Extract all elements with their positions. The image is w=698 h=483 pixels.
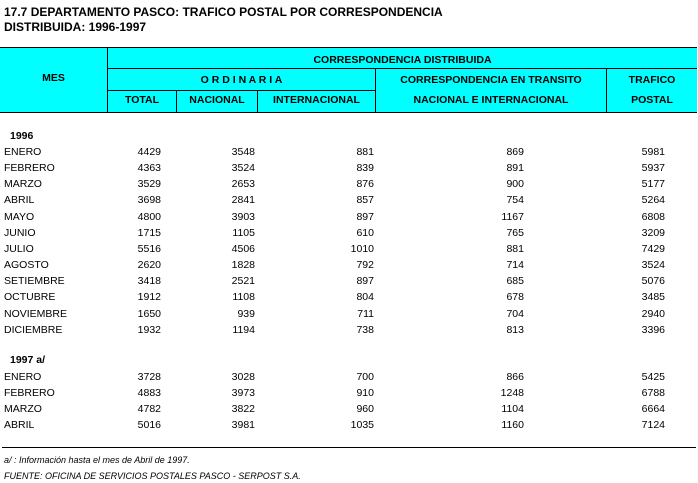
cell-trafico: 6788 — [641, 387, 665, 400]
cell-transito: 678 — [506, 291, 524, 304]
cell-trafico: 3396 — [641, 323, 665, 336]
cell-mes: JUNIO — [4, 226, 36, 239]
table-row — [0, 241, 697, 257]
cell-mes: OCTUBRE — [4, 291, 56, 304]
header-postal: POSTAL — [631, 94, 673, 106]
table-row — [0, 273, 697, 289]
cell-internacional: 711 — [357, 307, 374, 320]
header-correspondencia-distribuida: CORRESPONDENCIA DISTRIBUIDA — [313, 54, 492, 66]
table-subtitle: DISTRIBUIDA: 1996-1997 — [4, 20, 147, 34]
cell-internacional: 857 — [356, 194, 374, 207]
cell-mes: JULIO — [4, 242, 34, 255]
cell-mes: ENERO — [4, 371, 42, 383]
cell-nacional: 3822 — [231, 403, 255, 416]
cell-transito: 1248 — [500, 387, 524, 400]
table-row — [0, 257, 697, 273]
cell-nacional: 1108 — [232, 291, 255, 304]
cell-total: 3698 — [137, 194, 161, 207]
cell-transito: 704 — [506, 307, 524, 320]
cell-internacional: 738 — [356, 323, 374, 336]
cell-trafico: 5425 — [641, 371, 665, 383]
cell-transito: 869 — [506, 146, 524, 158]
cell-total: 3529 — [137, 178, 161, 191]
table-row — [0, 160, 697, 176]
cell-mes: MAYO — [4, 210, 35, 223]
cell-nacional: 3524 — [231, 162, 255, 175]
cell-internacional: 610 — [356, 226, 374, 239]
cell-internacional: 910 — [356, 387, 374, 400]
cell-total: 1650 — [137, 307, 161, 320]
cell-internacional: 1035 — [350, 419, 374, 432]
cell-nacional: 1828 — [231, 259, 255, 272]
cell-mes: FEBRERO — [4, 387, 55, 400]
cell-total: 4363 — [137, 162, 161, 175]
cell-internacional: 700 — [356, 371, 374, 383]
cell-nacional: 3548 — [231, 146, 255, 158]
cell-trafico: 5177 — [641, 178, 665, 191]
cell-transito: 891 — [506, 162, 524, 175]
cell-total: 4429 — [137, 146, 161, 158]
footnote: a/ : Información hasta el mes de Abril de 1997. — [4, 455, 190, 465]
cell-trafico: 5937 — [641, 162, 665, 175]
cell-internacional: 897 — [356, 210, 374, 223]
cell-total: 1932 — [137, 323, 161, 336]
cell-trafico: 3485 — [641, 291, 665, 304]
cell-trafico: 7124 — [641, 419, 665, 432]
cell-nacional: 1194 — [232, 323, 255, 336]
cell-internacional: 876 — [356, 178, 374, 191]
header-trafico: TRAFICO — [628, 74, 676, 86]
cell-total: 4782 — [137, 403, 161, 416]
cell-mes: MARZO — [4, 178, 42, 191]
cell-total: 5016 — [137, 419, 161, 432]
cell-transito: 900 — [506, 178, 524, 191]
cell-trafico: 6664 — [641, 403, 665, 416]
cell-mes: ENERO — [4, 146, 42, 158]
cell-total: 4883 — [137, 387, 161, 400]
header-mes: MES — [42, 72, 65, 84]
cell-transito: 881 — [506, 242, 524, 255]
cell-nacional: 3973 — [231, 387, 255, 400]
table-row — [0, 144, 697, 160]
cell-trafico: 5076 — [641, 275, 665, 288]
cell-internacional: 1010 — [350, 242, 374, 255]
table-header — [0, 47, 697, 113]
table-row — [0, 192, 697, 208]
table-row — [0, 289, 697, 305]
table-row — [0, 385, 697, 401]
table-row — [0, 209, 697, 225]
cell-transito: 754 — [506, 194, 524, 207]
cell-transito: 1160 — [501, 419, 524, 432]
cell-transito: 1167 — [501, 210, 524, 223]
header-ordinaria: O R D I N A R I A — [200, 74, 283, 86]
cell-mes: NOVIEMBRE — [4, 307, 68, 320]
cell-mes: ABRIL — [4, 419, 35, 432]
table-row — [0, 176, 697, 192]
header-internacional: INTERNACIONAL — [273, 94, 360, 106]
cell-internacional: 897 — [356, 275, 374, 288]
cell-nacional: 3981 — [231, 419, 255, 432]
table-row — [0, 306, 697, 322]
cell-total: 3418 — [137, 275, 161, 288]
cell-mes: DICIEMBRE — [4, 323, 63, 336]
cell-transito: 866 — [506, 371, 524, 383]
header-nacional: NACIONAL — [189, 94, 245, 106]
year-label: 1996 — [10, 130, 34, 142]
cell-trafico: 7429 — [641, 242, 665, 255]
cell-mes: AGOSTO — [4, 259, 49, 272]
cell-nacional: 2653 — [231, 178, 255, 191]
cell-trafico: 2940 — [641, 307, 665, 320]
cell-internacional: 960 — [356, 403, 374, 416]
cell-internacional: 804 — [356, 291, 374, 304]
cell-mes: MARZO — [4, 403, 42, 416]
table-row — [0, 401, 697, 417]
footer-divider — [2, 447, 696, 448]
table-row — [0, 369, 697, 385]
table-row — [0, 225, 697, 241]
cell-internacional: 881 — [356, 146, 374, 158]
cell-nacional: 2841 — [231, 194, 255, 207]
cell-internacional: 839 — [356, 162, 374, 175]
cell-total: 3728 — [137, 371, 161, 383]
cell-transito: 1104 — [501, 403, 524, 416]
header-total: TOTAL — [124, 94, 160, 106]
cell-transito: 813 — [506, 323, 524, 336]
cell-internacional: 792 — [356, 259, 374, 272]
cell-transito: 714 — [506, 259, 524, 272]
cell-trafico: 5981 — [641, 146, 665, 158]
cell-total: 1912 — [137, 291, 161, 304]
header-transito: CORRESPONDENCIA EN TRANSITO — [400, 74, 582, 86]
cell-trafico: 6808 — [641, 210, 665, 223]
cell-nacional: 939 — [237, 307, 255, 320]
cell-nacional: 2521 — [231, 275, 255, 288]
table-row — [0, 322, 697, 338]
table-row — [0, 417, 697, 433]
table-title: 17.7 DEPARTAMENTO PASCO: TRAFICO POSTAL POR CORRESPONDENCIA — [4, 5, 443, 19]
header-nacional-e-internacional: NACIONAL E INTERNACIONAL — [413, 94, 569, 106]
cell-nacional: 4506 — [231, 242, 255, 255]
cell-mes: ABRIL — [4, 194, 35, 207]
cell-trafico: 3524 — [641, 259, 665, 272]
cell-nacional: 3903 — [231, 210, 255, 223]
year-label: 1997 a/ — [10, 354, 46, 366]
cell-trafico: 3209 — [641, 226, 665, 239]
cell-mes: FEBRERO — [4, 162, 55, 175]
cell-nacional: 1105 — [232, 226, 255, 239]
cell-nacional: 3028 — [231, 371, 255, 383]
cell-trafico: 5264 — [641, 194, 665, 207]
cell-total: 4800 — [137, 210, 161, 223]
cell-total: 1715 — [137, 226, 161, 239]
cell-total: 5516 — [137, 242, 161, 255]
source-note: FUENTE: OFICINA DE SERVICIOS POSTALES PASCO - SERPOST S.A. — [4, 471, 301, 481]
cell-transito: 685 — [506, 275, 524, 288]
cell-total: 2620 — [137, 259, 161, 272]
cell-transito: 765 — [506, 226, 524, 239]
cell-mes: SETIEMBRE — [4, 275, 65, 288]
